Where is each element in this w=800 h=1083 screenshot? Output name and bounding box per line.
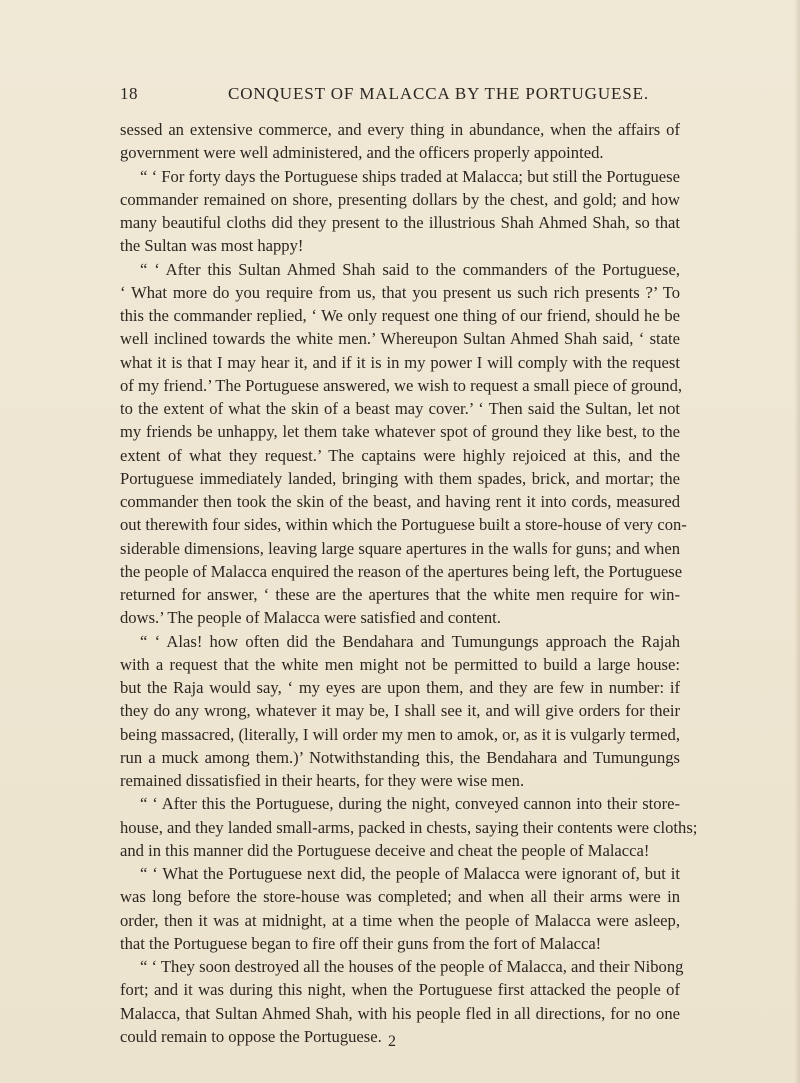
text-line: what it is that I may hear it, and if it is in my power I will comply with the request <box>120 352 680 372</box>
text-line: siderable dimensions, leaving large square apertures in the walls for guns; and when <box>120 538 680 558</box>
text-line: this the commander replied, ‘ We only request one thing of our friend, should he be <box>120 306 680 325</box>
text-line: out therewith four sides, within which the Portuguese built a store-house of very con- <box>120 515 687 535</box>
text-line: being massacred, (literally, I will order my men to amok, or, as it is vulgarly termed, <box>120 724 680 744</box>
text-line: extent of what they request.’ The captains were highly rejoiced at this, and the <box>120 445 680 465</box>
text-line: order, then it was at midnight, at a time when the people of Malacca were asleep, <box>120 910 680 930</box>
body-text <box>120 118 698 1048</box>
text-line: “ ‘ What the Portuguese next did, the people of Malacca were ignorant of, but it <box>140 864 680 883</box>
text-line: was long before the store-house was completed; and when all their arms were in <box>120 887 680 907</box>
signature-mark: 2 <box>388 1033 396 1050</box>
page-edge-shadow <box>794 0 800 1083</box>
text-line: that the Portuguese began to fire off their guns from the fort of Malacca! <box>120 933 602 953</box>
text-line: many beautiful cloths did they present to the illustrious Shah Ahmed Shah, so that <box>120 213 680 232</box>
text-line: ‘ What more do you require from us, that you present us such rich presents ?’ To <box>120 282 680 302</box>
text-line: of my friend.’ The Portuguese answered, we wish to request a small piece of ground, <box>120 375 683 395</box>
text-line: remained dissatisfied in their hearts, for they were wise men. <box>120 771 525 790</box>
text-line: dows.’ The people of Malacca were satisfied and content. <box>120 608 501 628</box>
text-line: but the Raja would say, ‘ my eyes are upon them, and they are few in number: if <box>120 678 680 697</box>
text-line: “ ‘ After this Sultan Ahmed Shah said to the commanders of the Portuguese, <box>140 259 680 279</box>
text-line: “ ‘ Alas! how often did the Bendahara and Tumungungs approach the Rajah <box>140 631 680 651</box>
text-line: the Sultan was most happy! <box>120 236 304 256</box>
text-line: my friends be unhappy, let them take whatever spot of ground they like best, to the <box>120 422 680 442</box>
text-line: commander remained on shore, presenting dollars by the chest, and gold; and how <box>120 189 680 209</box>
text-line: government were well administered, and the officers properly appointed. <box>120 143 604 163</box>
running-head: CONQUEST OF MALACCA BY THE PORTUGUESE. <box>228 84 650 103</box>
text-line: run a muck among them.)’ Notwithstanding this, the Bendahara and Tumungungs <box>120 747 680 767</box>
text-line: returned for answer, ‘ these are the apertures that the white men require for win- <box>120 585 680 604</box>
text-line: well inclined towards the white men.’ Whereupon Sultan Ahmed Shah said, ‘ state <box>120 329 680 349</box>
text-line: the people of Malacca enquired the reason of the apertures being left, the Portuguese <box>120 561 683 581</box>
text-line: with a request that the white men might not be permitted to build a large house: <box>120 654 680 674</box>
text-line: they do any wrong, whatever it may be, I shall see it, and will give orders for their <box>120 701 680 721</box>
text-line: house, and they landed small-arms, packed in chests, saying their contents were cloths; <box>120 817 698 837</box>
page-header <box>120 84 680 108</box>
text-line: could remain to oppose the Portuguese. <box>120 1026 382 1046</box>
text-line: fort; and it was during this night, when the Portuguese first attacked the people of <box>120 980 680 1000</box>
text-line: Portuguese immediately landed, bringing with them spades, brick, and mortar; the <box>120 468 680 488</box>
text-line: Malacca, that Sultan Ahmed Shah, with his people fled in all directions, for no one <box>120 1003 680 1023</box>
text-line: sessed an extensive commerce, and every thing in abundance, when the affairs of <box>120 120 680 139</box>
text-line: to the extent of what the skin of a beast may cover.’ ‘ Then said the Sultan, let not <box>120 399 680 418</box>
text-line: commander then took the skin of the beast, and having rent it into cords, measured <box>120 492 680 511</box>
text-line: “ ‘ For forty days the Portuguese ships traded at Malacca; but still the Portuguese <box>140 166 680 186</box>
text-line: “ ‘ After this the Portuguese, during the night, conveyed cannon into their store- <box>140 794 680 814</box>
page-number: 18 <box>120 84 138 103</box>
text-line: and in this manner did the Portuguese deceive and cheat the people of Malacca! <box>120 840 650 860</box>
text-line: “ ‘ They soon destroyed all the houses of the people of Malacca, and their Nibong <box>140 957 684 976</box>
